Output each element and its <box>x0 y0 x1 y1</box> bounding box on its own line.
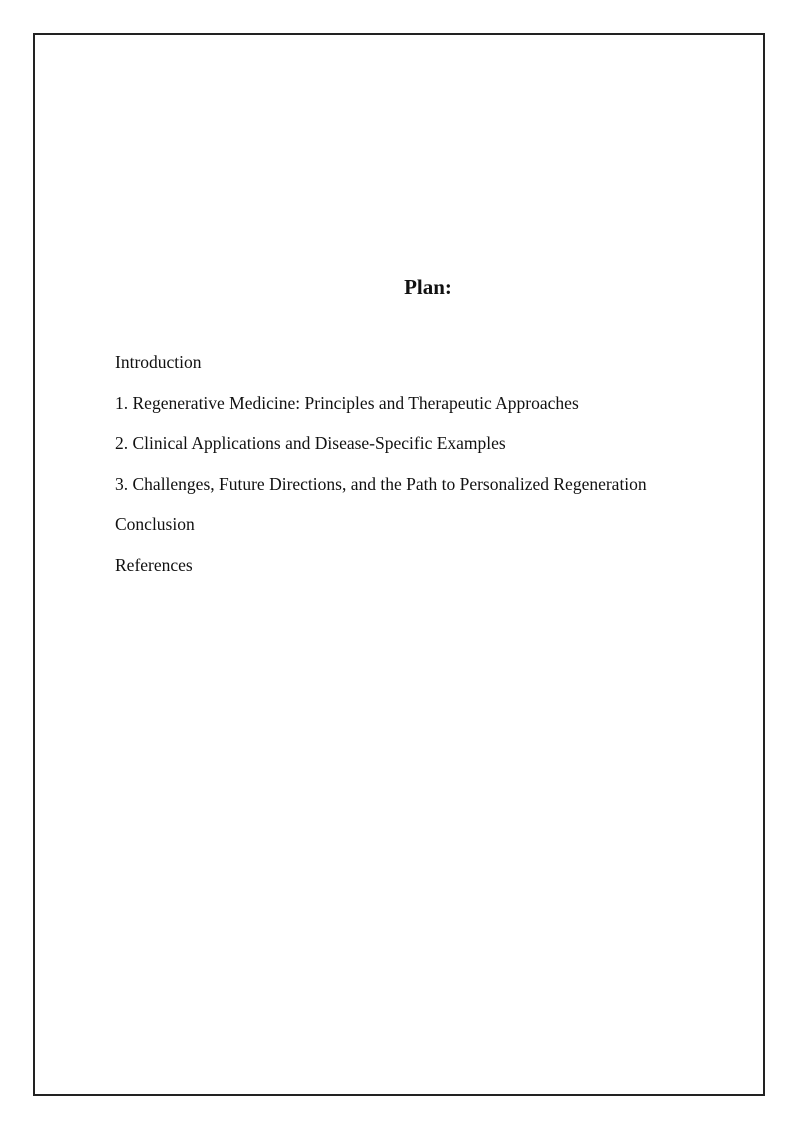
plan-item-references: References <box>115 554 193 575</box>
plan-item-conclusion: Conclusion <box>115 514 195 534</box>
plan-item-section-2: 2. Clinical Applications and Disease-Specific Examples <box>115 433 506 453</box>
plan-list <box>115 350 647 593</box>
plan-item-section-3: 3. Challenges, Future Directions, and the Path to Personalized Regeneration <box>115 473 647 494</box>
plan-item-introduction: Introduction <box>115 352 202 372</box>
plan-item-section-1: 1. Regenerative Medicine: Principles and Therapeutic Approaches <box>115 392 579 413</box>
page-title: Plan: <box>404 275 452 299</box>
